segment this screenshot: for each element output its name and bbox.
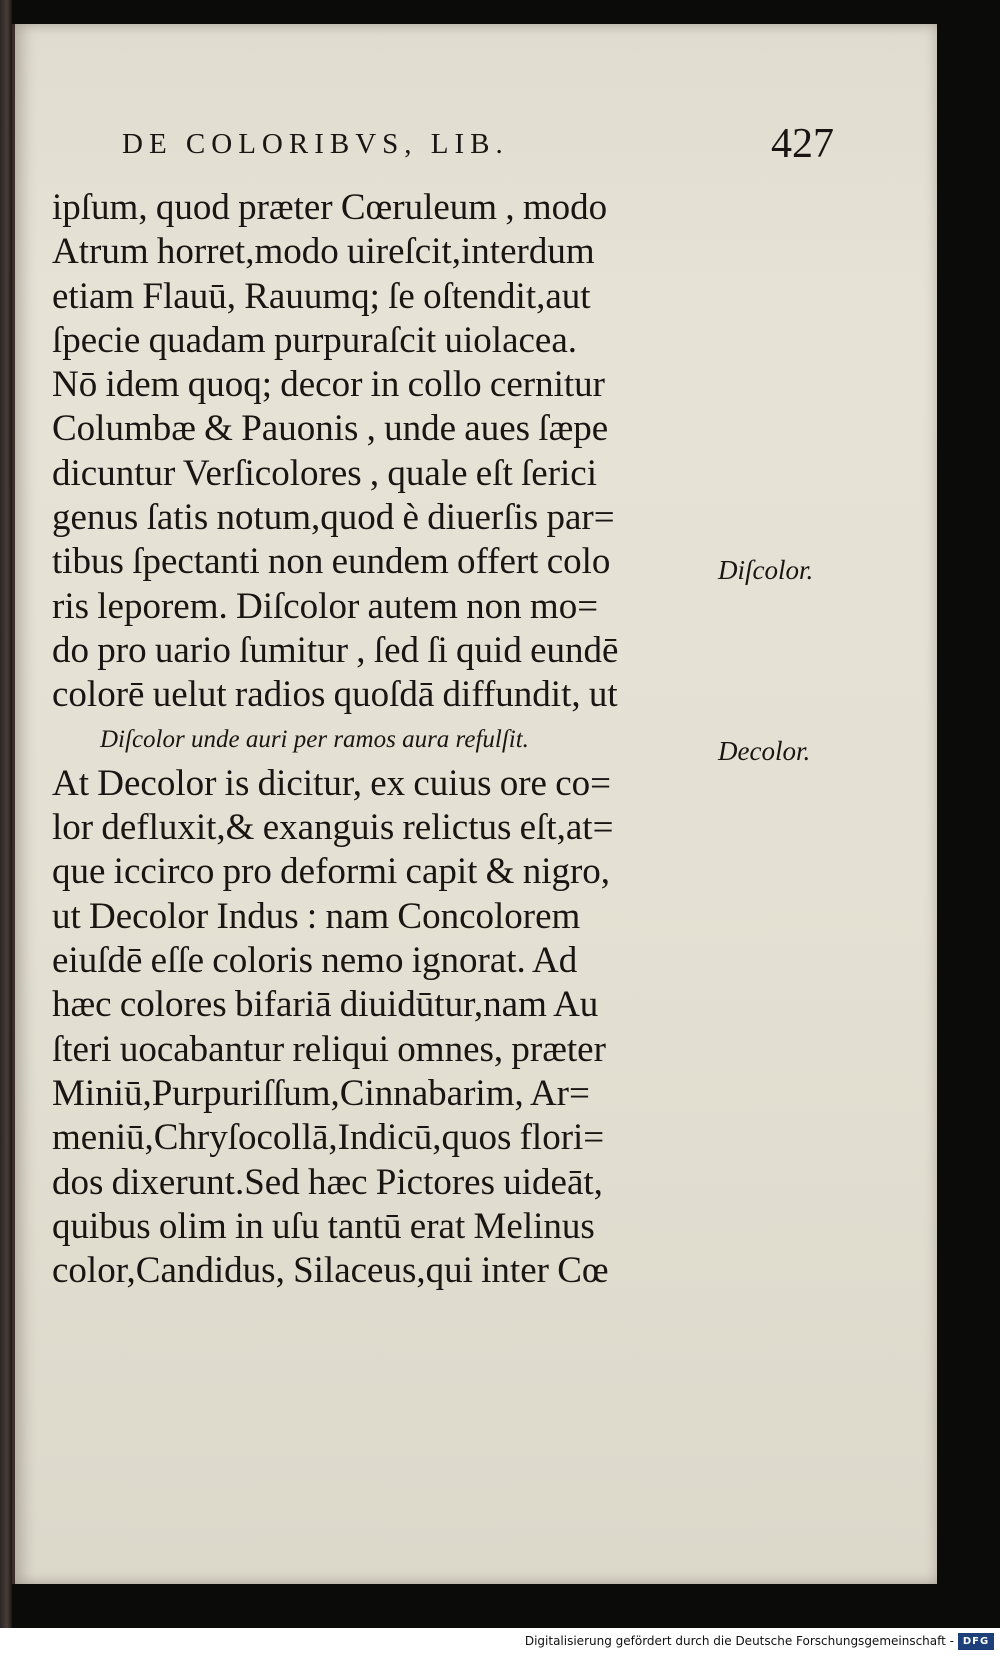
book-edge <box>0 0 12 1656</box>
text-line: At Decolor is dicitur, ex cuius ore co= <box>52 762 612 804</box>
text-line: eiuſdē eſſe coloris nemo ignorat. Ad <box>52 940 578 982</box>
page-number: 427 <box>771 121 834 167</box>
marginal-note-discolor: Diſcolor. <box>718 555 814 585</box>
text-line: ipſum, quod præter Cœruleum , modo <box>52 187 608 228</box>
marginal-note-decolor: Decolor. <box>718 736 811 766</box>
body-text <box>52 186 742 1293</box>
text-line: dos dixerunt.Sed hæc Pictores uideāt, <box>52 1161 603 1203</box>
text-line: color,Candidus, Silaceus,qui inter Cœ <box>52 1250 609 1292</box>
dfg-logo-icon: DFG <box>958 1633 994 1650</box>
text-line: hæc colores bifariā diuidūtur,nam Au <box>52 984 599 1026</box>
text-line: ſpecie quadam purpuraſcit uiolacea. <box>52 319 578 361</box>
text-line: Columbæ & Pauonis , unde aues ſæpe <box>52 408 609 450</box>
text-line: etiam Flauū, Rauumq; ſe oſtendit,aut <box>52 275 591 317</box>
text-line: ſteri uocabantur reliqui omnes, præter <box>52 1028 606 1070</box>
verse-quote: Diſcolor unde auri per ramos aura refulſit. <box>100 725 529 753</box>
running-head-title: DE COLORIBVS, LIB. <box>122 128 509 160</box>
text-line: que iccirco pro deformi capit & nigro, <box>52 851 611 893</box>
text-line: Atrum horret,modo uireſcit,interdum <box>52 231 595 273</box>
funding-credit: Digitalisierung gefördert durch die Deutsche Forschungsgemeinschaft - <box>524 1634 954 1648</box>
book-page <box>12 24 937 1584</box>
text-line: tibus ſpectanti non eundem offert colo <box>52 541 611 583</box>
text-line: meniū,Chryſocollā,Indicū,quos flori= <box>52 1117 605 1159</box>
footer-strip <box>0 1628 1000 1656</box>
text-line: dicuntur Verſicolores , quale eſt ſerici <box>52 452 598 494</box>
running-head <box>122 120 834 182</box>
text-line: quibus olim in uſu tantū erat Melinus <box>52 1205 595 1247</box>
text-line: ut Decolor Indus : nam Concolorem <box>52 895 581 937</box>
text-line: Nō idem quoq; decor in collo cernitur <box>52 364 605 406</box>
text-line: genus ſatis notum,quod è diuerſis par= <box>52 497 615 539</box>
text-line: do pro uario ſumitur , ſed ſi quid eundē <box>52 629 619 671</box>
text-line: colorē uelut radios quoſdā diffundit, ut <box>52 674 618 716</box>
text-line: Miniū,Purpuriſſum,Cinnabarim, Ar= <box>52 1072 590 1114</box>
text-line: ris leporem. Diſcolor autem non mo= <box>52 585 599 627</box>
text-line: lor defluxit,& exanguis relictus eſt,at= <box>52 807 614 849</box>
